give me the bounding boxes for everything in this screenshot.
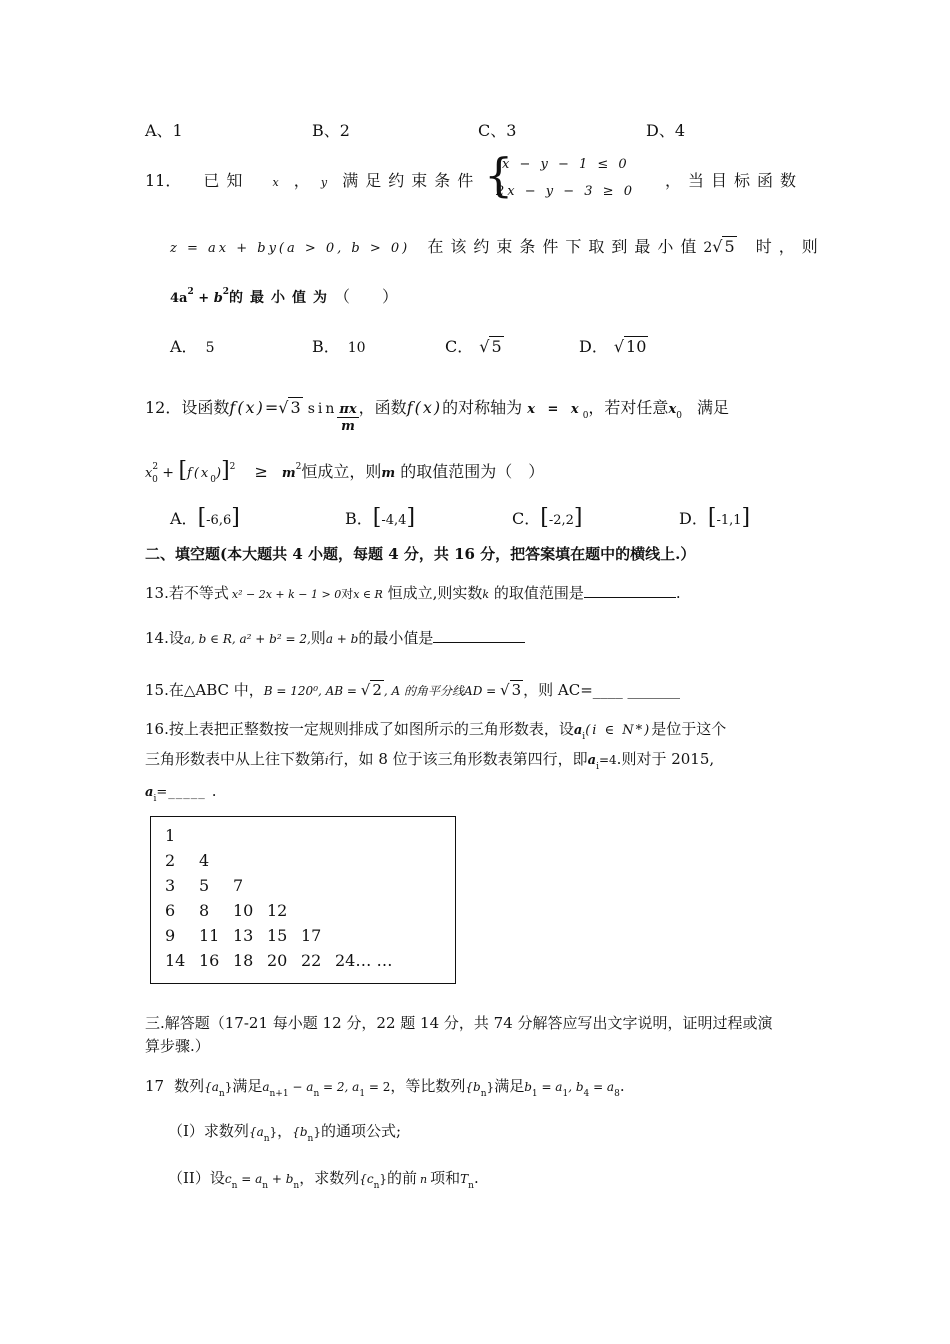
q11-option-b: B． 10 — [312, 337, 366, 356]
q11-min-coef: 2 — [703, 240, 713, 256]
q13: 13.若不等式 x² − 2x + k − 1 > 0对x ∈ R 恒成立,则实数k 的取值范围是 . — [145, 584, 681, 602]
table-row: 14 16 18 20 22 24… … — [165, 951, 393, 970]
sqrt-symbol: √ 10 — [613, 337, 647, 356]
section3-title-line2: 算步骤.） — [145, 1037, 210, 1055]
q11-constraint-1: x − y − 1 ≤ 0 — [502, 157, 630, 172]
q11-text: 满足约束条件 — [342, 171, 481, 190]
q11-exp: 2 — [187, 287, 194, 297]
q12-option-d: D．[-1,1] — [679, 505, 751, 530]
q17-stem: 17 数列$\{a_n\}$满足$a_{n+1} - a_n = 2$, $a_1 = 2$，等比数列$\{b_n\}$满足$b_1 = a_1$, $b_4 = a_8$. — [145, 1077, 625, 1099]
q10-option-a: A、1 — [145, 121, 183, 140]
constraint-brace: { — [484, 148, 514, 202]
q10-option-b: B、2 — [312, 121, 350, 140]
q11-stem-line2 — [170, 234, 825, 257]
q11-min-rad: 5 — [724, 237, 735, 256]
q12-text: 恒成立，则 — [301, 462, 382, 481]
q11-text: 已知 — [203, 171, 250, 190]
q13-inequality: x² − 2x + k − 1 > 0 — [231, 588, 342, 601]
q11-var-y: y — [320, 176, 328, 189]
q11-text: 在该约束条件下取到最小值 — [427, 237, 704, 256]
table-row: 9 11 13 15 17 — [165, 926, 322, 945]
q12-option-c: C．[-2,2] — [512, 505, 583, 530]
sqrt-symbol: √ 3 — [278, 398, 301, 417]
q11-expr-plus: + — [193, 291, 214, 306]
q11-number: 11． — [145, 171, 182, 190]
q12-fx: f(x) — [406, 398, 443, 417]
sqrt-symbol: √ 5 — [479, 337, 502, 356]
sqrt-symbol: √ 5 — [712, 237, 735, 256]
q11-text: 的最小值为 — [229, 290, 335, 306]
q15: 15.在△ABC 中，B = 120⁰, AB = √ 2 , A 的角平分线AD = √ 3 ，则 AC=____ _______ — [145, 681, 681, 699]
section3-title-line1: 三.解答题（17-21 每小题 12 分，22 题 14 分，共 74 分解答应写出文字说明，证明过程或演 — [145, 1014, 773, 1032]
q12-text: ，若对任意 — [588, 398, 669, 417]
q12-number: 12． — [145, 398, 182, 417]
q12-option-a: A．[-6,6] — [170, 505, 240, 530]
q13-answer-blank[interactable] — [584, 597, 676, 598]
q12-fraction: $\frac{\pi x}{m}$ — [339, 402, 357, 434]
q11-option-a: A． 5 — [170, 337, 215, 356]
q14-condition: a, b ∈ R, a² + b² = 2, — [183, 632, 311, 646]
q11-option-d: D． √ 10 — [579, 337, 647, 356]
q11-comma: ， — [293, 171, 310, 190]
q12-stem-line1: 12．设函数f(x)=√ 3 sin $\frac{\pi x}{m}$ ，函数f(x)的对称轴为 $x = x_0$，若对任意$x_0$ 满足 — [145, 398, 730, 434]
q16-line2: 三角形数表中从上往下数第i行，如 8 位于该三角形数表第四行，即$a_i=4$.则对于 2015, — [145, 750, 715, 772]
q17-part2: （II）设$c_n = a_n + b_n$，求数列$\{c_n\}$的前 n 项和$T_n$. — [168, 1169, 479, 1191]
table-row: 6 8 10 12 — [165, 901, 288, 920]
q11-exp: 2 — [222, 287, 230, 297]
q11-objective: z = ax + by(a > 0, b > 0) — [170, 241, 411, 256]
q12-text: 的取值范围为（ ） — [400, 462, 545, 481]
q14-answer-blank[interactable] — [433, 642, 525, 643]
bracket-right: ] — [221, 458, 230, 483]
q11-expr-b: b — [213, 291, 223, 306]
table-row: 1 — [165, 826, 176, 845]
q11-paren: （ ） — [334, 287, 399, 306]
q12-text: 设函数 — [181, 398, 230, 417]
q11-constraint-2: 2x − y − 3 ≥ 0 — [496, 184, 635, 199]
q12-sin: sin — [307, 401, 338, 417]
q16-answer-blank[interactable]: =_____ — [156, 785, 206, 800]
q17-part1: （I）求数列$\{a_n\}$，$\{b_n\}$的通项公式; — [168, 1122, 402, 1144]
bracket-left: [ — [178, 458, 188, 483]
sqrt-symbol: √ 2 — [360, 681, 382, 699]
q14: 14.设a, b ∈ R, a² + b² = 2,则a + b的最小值是 — [145, 627, 525, 648]
q12-option-b: B．[-4,4] — [345, 505, 416, 530]
q12-text: 的对称轴为 — [442, 398, 523, 417]
q11-text: 时，则 — [755, 237, 825, 256]
q12-eq: = — [264, 398, 279, 417]
section2-title: 二、填空题(本大题共 4 小题，每题 4 分，共 16 分，把答案填在题中的横线上.） — [145, 545, 696, 563]
q12-stem-line2: $x^2_0 + [f(x_0)]^2 \ge m^2$恒成立，则m 的取值范围为（ ） — [145, 458, 545, 485]
triangle-number-table — [150, 816, 456, 984]
q11-stem-line3 — [170, 284, 398, 307]
q10-option-d: D、4 — [646, 121, 686, 140]
table-row: 2 4 — [165, 851, 210, 870]
q12-text: ，函数 — [358, 398, 407, 417]
q11-expr-a: 4a — [170, 291, 188, 306]
q12-fx: f(x) — [229, 398, 265, 417]
q11-text: ，当目标函数 — [665, 171, 804, 190]
q16-line3: $a_i=\_\_\_\_\_$ . — [145, 782, 217, 804]
q10-option-c: C、3 — [478, 121, 517, 140]
sqrt-symbol: √ 3 — [500, 681, 522, 699]
q11-option-c: C． √ 5 — [445, 337, 502, 356]
q12-text: 满足 — [697, 398, 730, 417]
q16-line1: 16.按上表把正整数按一定规则排成了如图所示的三角形数表，设$a_i(i$ ∈ N*)是位于这个 — [145, 720, 727, 742]
q12-axis: x = x — [527, 402, 583, 417]
table-row: 3 5 7 — [165, 876, 244, 895]
q11-var-x: x — [272, 176, 279, 189]
q11-stem-line1 — [145, 168, 480, 191]
